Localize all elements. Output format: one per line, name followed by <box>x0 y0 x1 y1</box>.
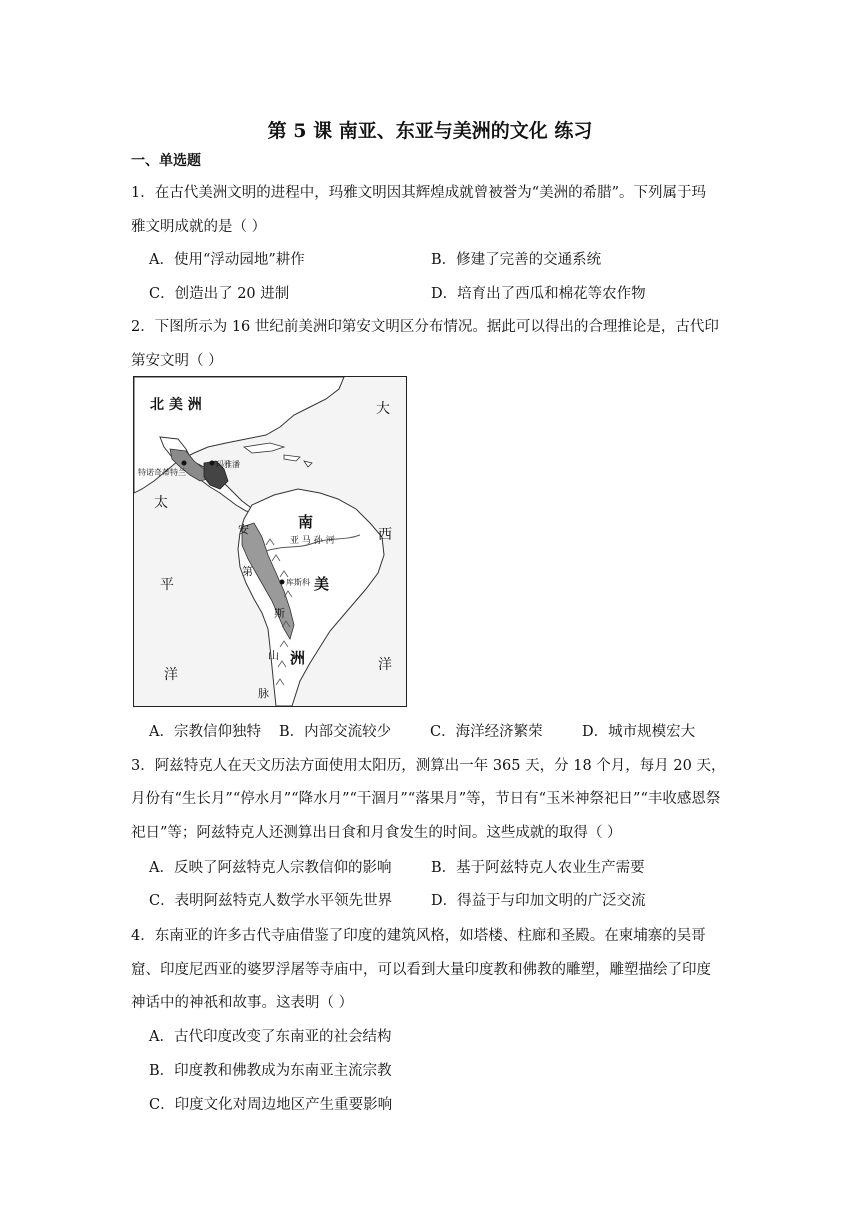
question-4-option-c: C．印度文化对周边地区产生重要影响 <box>149 1097 393 1113</box>
question-4-text-line-3: 神话中的神祇和故事。这表明（ ） <box>131 995 354 1011</box>
question-3-option-d: D．得益于与印加文明的广泛交流 <box>431 893 646 909</box>
mayapan-label: 玛雅潘 <box>216 460 240 469</box>
andes-label-2: 第 <box>242 565 253 578</box>
tenochtitlan-dot <box>182 461 187 466</box>
page-title: 第 5 课 南亚、东亚与美洲的文化 练习 <box>267 120 593 142</box>
question-3-text-line-2: 月份有“生长月”“停水月”“降水月”“干涸月”“落果月”等，节日有“玉米神祭祀日”“丰收感恩祭 <box>131 791 721 807</box>
question-1-text-line-2: 雅文明成就的是（ ） <box>131 219 267 235</box>
atlantic-label-1: 大 <box>376 401 390 417</box>
question-1-option-b: B．修建了完善的交通系统 <box>431 252 602 268</box>
south-label-3: 洲 <box>290 649 306 667</box>
question-4-option-a: A．古代印度改变了东南亚的社会结构 <box>149 1029 392 1045</box>
question-2-option-b: B．内部交流较少 <box>279 724 392 740</box>
section-heading: 一、单选题 <box>131 153 201 169</box>
mayapan-dot <box>210 461 215 466</box>
question-3-text-line-1: 3．阿兹特克人在天文历法方面使用太阳历，测算出一年 365 天，分 18 个月，每月 20 天， <box>131 758 726 774</box>
question-1-option-c: C．创造出了 20 进制 <box>149 286 290 302</box>
question-4-option-b: B．印度教和佛教成为东南亚主流宗教 <box>149 1063 392 1079</box>
question-3-option-b: B．基于阿兹特克人农业生产需要 <box>431 860 645 876</box>
question-2-text-line-1: 2．下图所示为 16 世纪前美洲印第安文明区分布情况。据此可以得出的合理推论是，古代印 <box>131 319 719 335</box>
cusco-label: 库斯科 <box>286 578 310 587</box>
americas-civilization-map <box>133 376 407 707</box>
amazon-label: 亚 马 孙 河 <box>290 536 335 546</box>
question-2-option-a: A．宗教信仰独特 <box>149 724 261 740</box>
tenochtitlan-label: 特诺奇蒂特兰 <box>138 468 186 477</box>
atlantic-label-3: 洋 <box>378 657 392 673</box>
question-1-text-line-1: 1．在古代美洲文明的进程中，玛雅文明因其辉煌成就曾被誉为“美洲的希腊”。下列属于玛 <box>131 185 707 201</box>
andes-label-1: 安 <box>238 523 249 536</box>
pacific-label-3: 洋 <box>164 667 178 683</box>
south-label-2: 美 <box>314 575 330 593</box>
pacific-label-2: 平 <box>160 577 174 593</box>
question-3-option-a: A．反映了阿兹特克人宗教信仰的影响 <box>149 860 392 876</box>
question-4-text-line-1: 4．东南亚的许多古代寺庙借鉴了印度的建筑风格，如塔楼、柱廊和圣殿。在柬埔寨的吴哥 <box>131 928 706 944</box>
question-1-option-d: D．培育出了西瓜和棉花等农作物 <box>431 286 646 302</box>
andes-label-5: 脉 <box>258 687 269 700</box>
pacific-label-1: 太 <box>154 495 168 511</box>
question-4-text-line-2: 窟、印度尼西亚的婆罗浮屠等寺庙中，可以看到大量印度教和佛教的雕塑，雕塑描绘了印度 <box>131 962 711 978</box>
south-label-1: 南 <box>298 513 314 531</box>
question-3-text-line-3: 祀日”等；阿兹特克人还测算出日食和月食发生的时间。这些成就的取得（ ） <box>131 825 622 841</box>
andes-label-4: 山 <box>268 649 279 662</box>
north-america-label: 北 美 洲 <box>150 397 202 413</box>
question-2-text-line-2: 第安文明（ ） <box>131 353 223 369</box>
cusco-dot <box>280 580 285 585</box>
atlantic-label-2: 西 <box>378 527 392 543</box>
andes-label-3: 斯 <box>274 607 285 620</box>
question-2-option-c: C．海洋经济繁荣 <box>430 724 543 740</box>
question-3-option-c: C．表明阿兹特克人数学水平领先世界 <box>149 893 393 909</box>
question-2-option-d: D．城市规模宏大 <box>582 724 696 740</box>
question-1-option-a: A．使用“浮动园地”耕作 <box>149 252 305 268</box>
